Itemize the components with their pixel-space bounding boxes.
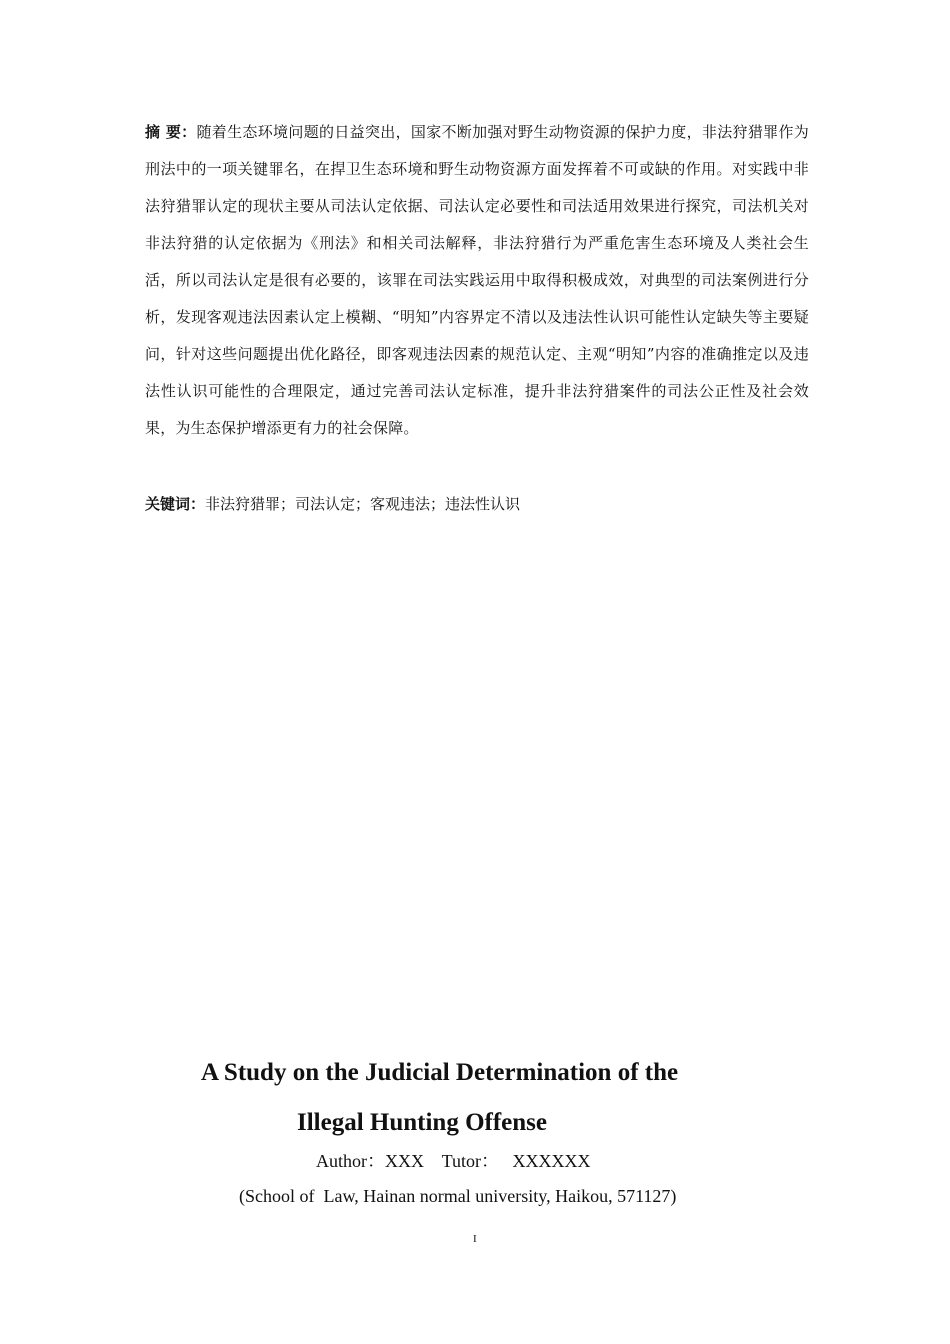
school-affiliation: (School of Law, Hainan normal university, Haikou, 571127) — [239, 1186, 677, 1206]
english-title-line-1: A Study on the Judicial Determination of the — [201, 1059, 679, 1086]
abstract-text: 随着生态环境问题的日益突出，国家不断加强对野生动物资源的保护力度，非法狩猎罪作为刑法中的一项关键罪名，在捍卫生态环境和野生动物资源方面发挥着不可或缺的作用。对实践中非法狩猎罪认定的现状主要从司法认定依据、司法认定必要性和司法适用效果进行探究，司法机关对非法狩猎的认定依据为《刑法》和相关司法解释，非法狩猎行为严重危害生态环境及人类社会生活，所以司法认定是很有必要的，该罪在司法实践运用中取得积极成效，对典型的司法案例进行分析，发现客观违法因素认定上模糊、“明知”内容界定不清以及违法性认识可能性认定缺失等主要疑问，针对这些问题提出优化路径，即客观违法因素的规范认定、主观“明知”内容的准确推定以及违法性认识可能性的合理限定，通过完善司法认定标准，提升非法狩猎案件的司法公正性及社会效果，为生态保护增添更有力的社会保障。 — [145, 123, 809, 437]
author-tutor-line: Author：XXX Tutor： XXXXXX — [316, 1151, 591, 1171]
keywords-label: 关键词： — [145, 495, 206, 513]
chinese-abstract — [145, 114, 809, 447]
keywords-text: 非法狩猎罪；司法认定；客观违法；违法性认识 — [205, 495, 521, 513]
chinese-keywords — [145, 490, 809, 518]
abstract-label: 摘 要： — [145, 123, 197, 141]
page-number: I — [473, 1233, 477, 1245]
english-title-line-2: Illegal Hunting Offense — [297, 1109, 548, 1136]
